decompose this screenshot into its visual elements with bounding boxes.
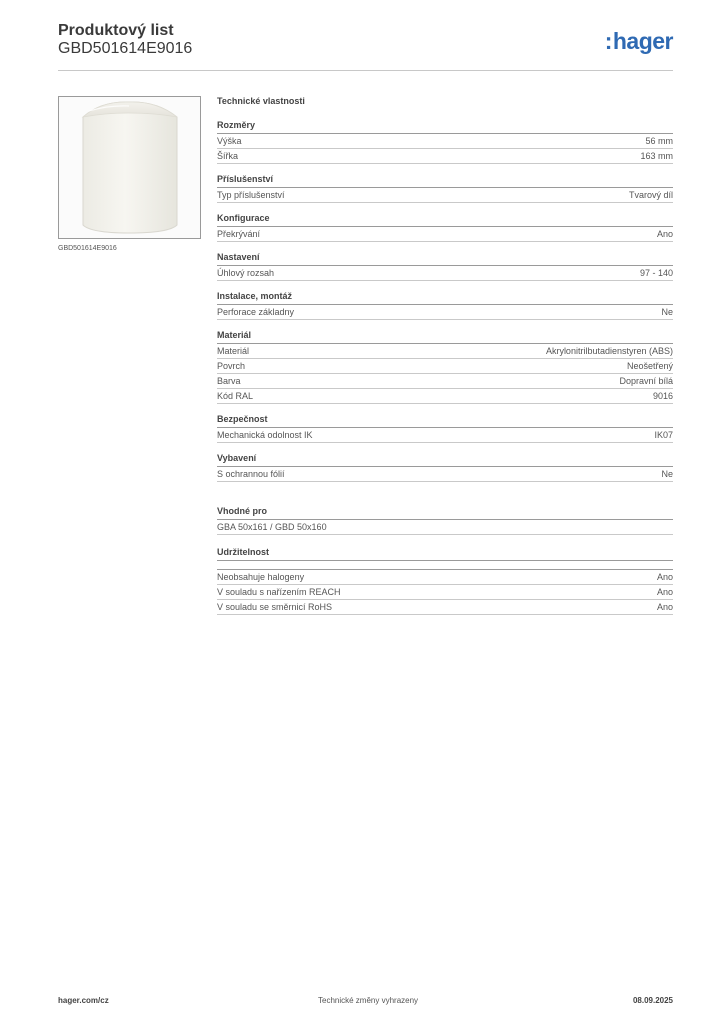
spec-label: Perforace základny xyxy=(217,307,295,317)
spec-label: Překrývání xyxy=(217,229,261,239)
spec-label: Typ příslušenství xyxy=(217,190,285,200)
end-cap-product-icon xyxy=(59,97,200,238)
spec-value: 163 mm xyxy=(640,151,673,161)
spec-row xyxy=(217,389,673,404)
spec-row xyxy=(217,266,673,281)
technical-properties xyxy=(217,96,673,615)
product-code: GBD501614E9016 xyxy=(58,40,193,57)
spec-label: Materiál xyxy=(217,346,250,356)
spec-value: IK07 xyxy=(654,430,673,440)
spec-group-safety xyxy=(217,414,673,443)
spec-row xyxy=(217,569,673,585)
spec-row xyxy=(217,600,673,615)
logo-text: hager xyxy=(612,28,673,54)
spec-row xyxy=(217,227,673,242)
spec-row xyxy=(217,585,673,600)
spec-group-accessories xyxy=(217,174,673,203)
group-heading: Vhodné pro xyxy=(217,506,673,520)
spec-value: Ne xyxy=(661,307,673,317)
group-heading: Konfigurace xyxy=(217,213,673,227)
page-header xyxy=(58,20,673,71)
suitable-for-row xyxy=(217,520,673,535)
group-heading: Příslušenství xyxy=(217,174,673,188)
spec-row xyxy=(217,149,673,164)
group-heading: Udržitelnost xyxy=(217,547,673,561)
hager-logo: :hager xyxy=(604,28,673,54)
spec-group-settings xyxy=(217,252,673,281)
spec-label: Výška xyxy=(217,136,242,146)
group-heading: Bezpečnost xyxy=(217,414,673,428)
footer-notice: Technické změny vyhrazeny xyxy=(318,996,419,1005)
spec-title: Technické vlastnosti xyxy=(217,96,305,106)
spec-value: Ano xyxy=(656,229,673,239)
spec-label: Kód RAL xyxy=(217,391,254,401)
spec-value: Akrylonitrilbutadienstyren (ABS) xyxy=(545,346,673,356)
spec-value: Ano xyxy=(656,602,673,612)
spec-value: Ano xyxy=(656,587,673,597)
spec-group-configuration xyxy=(217,213,673,242)
spec-value: Tvarový díl xyxy=(628,190,673,200)
spec-value: Ne xyxy=(661,469,673,479)
spec-row xyxy=(217,305,673,320)
footer-date: 08.09.2025 xyxy=(632,996,673,1005)
group-heading: Instalace, montáž xyxy=(217,291,673,305)
spec-label: V souladu s nařízením REACH xyxy=(217,587,341,597)
spec-value: Ano xyxy=(656,572,673,582)
spec-label: Mechanická odolnost IK xyxy=(217,430,313,440)
group-heading: Vybavení xyxy=(217,453,673,467)
spec-row xyxy=(217,188,673,203)
spec-value: Dopravní bílá xyxy=(619,376,673,386)
spec-label: Povrch xyxy=(217,361,246,371)
spec-group-material xyxy=(217,330,673,404)
group-heading: Nastavení xyxy=(217,252,673,266)
page-footer xyxy=(58,996,673,1010)
spec-value: 97 - 140 xyxy=(639,268,673,278)
image-caption: GBD501614E9016 xyxy=(58,245,117,252)
spec-group-installation xyxy=(217,291,673,320)
spec-row xyxy=(217,428,673,443)
spec-row xyxy=(217,359,673,374)
suitable-for-text: GBA 50x161 / GBD 50x160 xyxy=(217,522,327,532)
spec-label: Šířka xyxy=(217,151,239,161)
spec-group-equipment xyxy=(217,453,673,482)
spec-row xyxy=(217,344,673,359)
document-title: Produktový list xyxy=(58,22,174,39)
suitable-for-section xyxy=(217,506,673,535)
group-heading: Materiál xyxy=(217,330,673,344)
spec-row xyxy=(217,467,673,482)
spec-row xyxy=(217,374,673,389)
spec-group-dimensions xyxy=(217,120,673,164)
spec-label: S ochrannou fólií xyxy=(217,469,285,479)
spec-value: Neošetřený xyxy=(626,361,673,371)
spec-label: Barva xyxy=(217,376,241,386)
spec-label: Neobsahuje halogeny xyxy=(217,572,305,582)
spec-row xyxy=(217,134,673,149)
spec-label: V souladu se směrnicí RoHS xyxy=(217,602,333,612)
website-link[interactable]: hager.com/cz xyxy=(58,996,109,1005)
spec-value: 9016 xyxy=(652,391,673,401)
group-heading: Rozměry xyxy=(217,120,673,134)
sustainability-section xyxy=(217,547,673,615)
spec-value: 56 mm xyxy=(645,136,673,146)
spec-label: Úhlový rozsah xyxy=(217,268,275,278)
product-image xyxy=(58,96,201,239)
